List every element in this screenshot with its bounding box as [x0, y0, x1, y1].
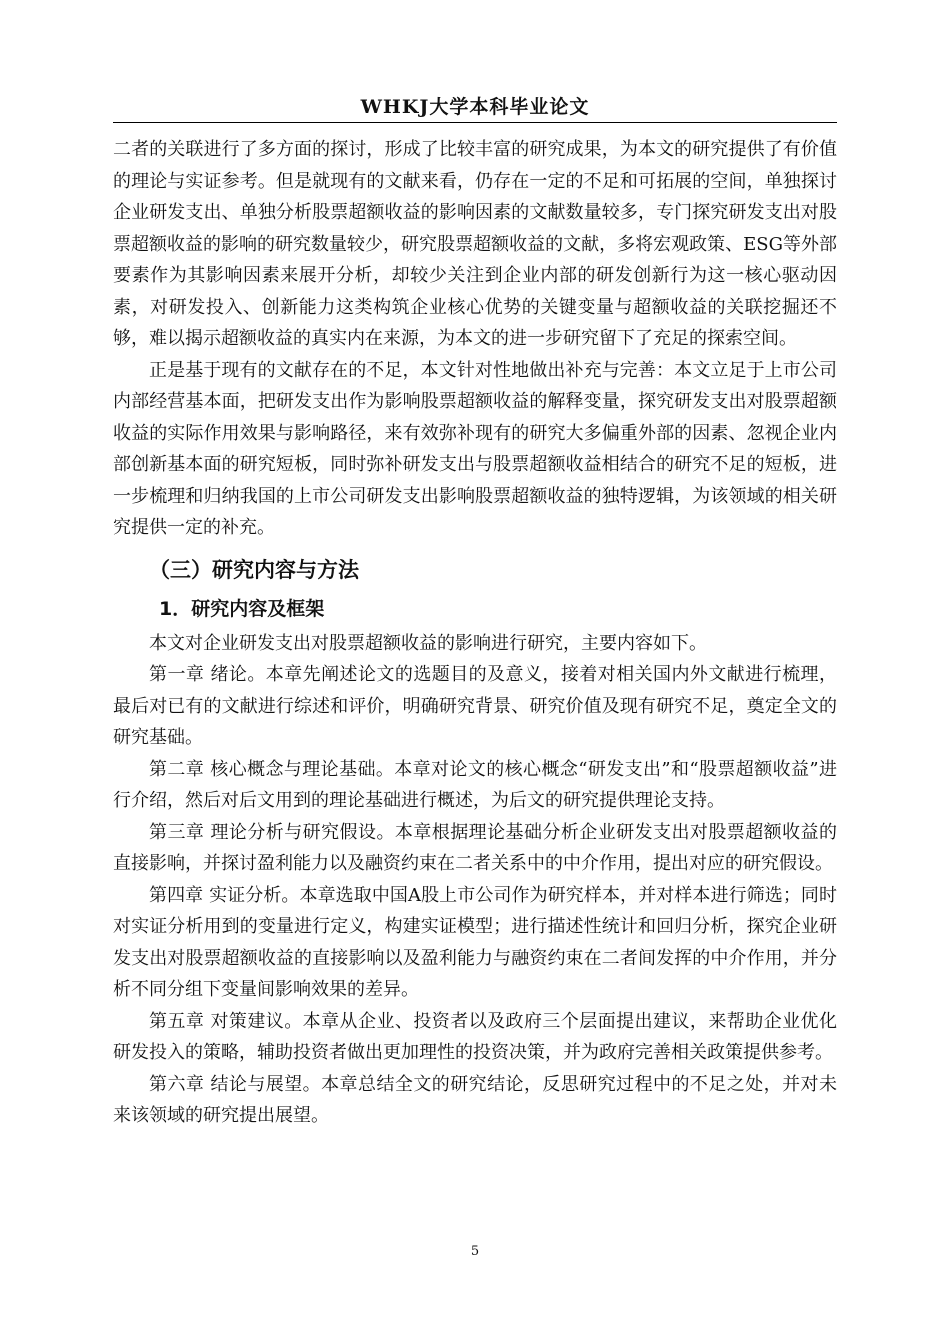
chapter-summary-5: 第五章 对策建议。本章从企业、投资者以及政府三个层面提出建议，来帮助企业优化研发投入的策略，辅助投资者做出更加理性的投资决策，并为政府完善相关政策提供参考。 — [113, 1010, 837, 1063]
paragraph: 正是基于现有的文献存在的不足，本文针对性地做出补充与完善：本文立足于上市公司内部经营基本面，把研发支出作为影响股票超额收益的解释变量，探究研发支出对股票超额收益的实际作用效果与影响路径，来有效弥补现有的研究大多偏重外部的因素、忽视企业内部创新基本面的研究短板，同时弥补研发支出与股票超额收益相结合的研究不足的短板，进一步梳理和归纳我国的上市公司研发支出影响股票超额收益的独特逻辑，为该领域的相关研究提供一定的补充。 — [113, 359, 837, 538]
chapter-summary-1: 第一章 绪论。本章先阐述论文的选题目的及意义，接着对相关国内外文献进行梳理，最后对已有的文献进行综述和评价，明确研究背景、研究价值及现有研究不足，奠定全文的研究基础。 — [113, 664, 837, 748]
section-heading: （三）研究内容与方法 — [149, 557, 359, 582]
subsection-heading: 1．研究内容及框架 — [159, 597, 325, 620]
header-rule — [113, 122, 837, 123]
section-intro: 本文对企业研发支出对股票超额收益的影响进行研究，主要内容如下。 — [149, 632, 707, 654]
chapter-summary-3: 第三章 理论分析与研究假设。本章根据理论基础分析企业研发支出对股票超额收益的直接影响，并探讨盈利能力以及融资约束在二者关系中的中介作用，提出对应的研究假设。 — [113, 821, 837, 874]
chapter-summary-4: 第四章 实证分析。本章选取中国A股上市公司作为研究样本，并对样本进行筛选；同时对实证分析用到的变量进行定义，构建实证模型；进行描述性统计和回归分析，探究企业研发支出对股票超额收益的直接影响以及盈利能力与融资约束在二者间发挥的中介作用，并分析不同分组下变量间影响效果的差异。 — [113, 884, 837, 1000]
page-number: 5 — [470, 1244, 480, 1259]
running-header: WHKJ大学本科毕业论文 — [360, 96, 590, 118]
chapter-summary-6: 第六章 结论与展望。本章总结全文的研究结论，反思研究过程中的不足之处，并对未来该领域的研究提出展望。 — [113, 1073, 837, 1126]
paragraph-continued: 二者的关联进行了多方面的探讨，形成了比较丰富的研究成果，为本文的研究提供了有价值的理论与实证参考。但是就现有的文献来看，仍存在一定的不足和可拓展的空间，单独探讨企业研发支出、单独分析股票超额收益的影响因素的文献数量较多，专门探究研发支出对股票超额收益的影响的研究数量较少，研究股票超额收益的文献，多将宏观政策、ESG等外部要素作为其影响因素来展开分析，却较少关注到企业内部的研发创新行为这一核心驱动因素，对研发投入、创新能力这类构筑企业核心优势的关键变量与超额收益的关联挖掘还不够，难以揭示超额收益的真实内在来源，为本文的进一步研究留下了充足的探索空间。 — [113, 139, 837, 349]
page-body — [113, 134, 837, 1132]
chapter-summary-2: 第二章 核心概念与理论基础。本章对论文的核心概念“研发支出”和“股票超额收益”进行介绍，然后对后文用到的理论基础进行概述，为后文的研究提供理论支持。 — [113, 758, 837, 811]
